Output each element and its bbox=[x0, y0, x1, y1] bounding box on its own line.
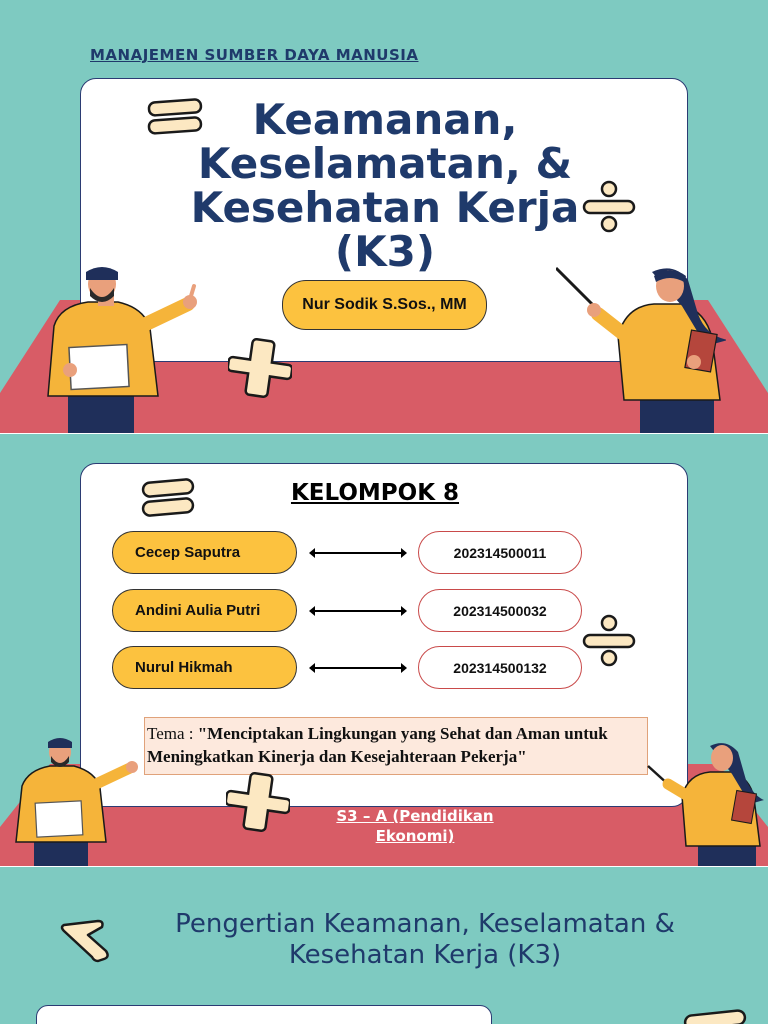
course-name: MANAJEMEN SUMBER DAYA MANUSIA bbox=[90, 46, 419, 64]
member-name: Nurul Hikmah bbox=[112, 646, 297, 689]
member-row bbox=[0, 646, 768, 690]
class-label: S3 – A (Pendidikan Ekonomi) bbox=[336, 807, 494, 845]
member-name: Andini Aulia Putri bbox=[112, 589, 297, 632]
presenter-man-illustration bbox=[12, 738, 142, 868]
theme-box bbox=[144, 717, 648, 775]
member-id: 202314500132 bbox=[418, 646, 582, 689]
chevron-icon bbox=[58, 915, 118, 965]
page-title: Keamanan, Keselamatan, & Kesehatan Kerja (K3) bbox=[190, 95, 580, 276]
double-arrow-icon bbox=[312, 610, 404, 612]
double-arrow-icon bbox=[312, 667, 404, 669]
slide-title bbox=[0, 0, 768, 433]
content-card bbox=[36, 1005, 492, 1024]
author-badge: Nur Sodik S.Sos., MM bbox=[282, 280, 487, 330]
plus-icon bbox=[226, 770, 290, 834]
presenter-man-illustration bbox=[40, 266, 200, 433]
plus-icon bbox=[228, 336, 292, 400]
equals-icon bbox=[682, 1009, 752, 1024]
group-title: KELOMPOK 8 bbox=[290, 480, 460, 506]
member-row bbox=[0, 589, 768, 633]
slide-definition bbox=[0, 866, 768, 1024]
member-id: 202314500032 bbox=[418, 589, 582, 632]
divide-icon bbox=[581, 614, 637, 668]
double-arrow-icon bbox=[312, 552, 404, 554]
divide-icon bbox=[581, 180, 637, 234]
theme-text: "Menciptakan Lingkungan yang Sehat dan Aman untuk Meningkatkan Kinerja dan Kesejahteraan Pekerja" bbox=[147, 724, 608, 766]
section-title: Pengertian Keamanan, Keselamatan & Kesehatan Kerja (K3) bbox=[175, 909, 675, 970]
presenter-woman-illustration bbox=[556, 266, 726, 433]
member-id: 202314500011 bbox=[418, 531, 582, 574]
presenter-woman-illustration bbox=[646, 740, 766, 870]
equals-icon bbox=[140, 478, 200, 520]
theme-prefix: Tema : bbox=[147, 724, 198, 743]
member-name: Cecep Saputra bbox=[112, 531, 297, 574]
member-row bbox=[0, 531, 768, 575]
equals-icon bbox=[146, 98, 206, 138]
